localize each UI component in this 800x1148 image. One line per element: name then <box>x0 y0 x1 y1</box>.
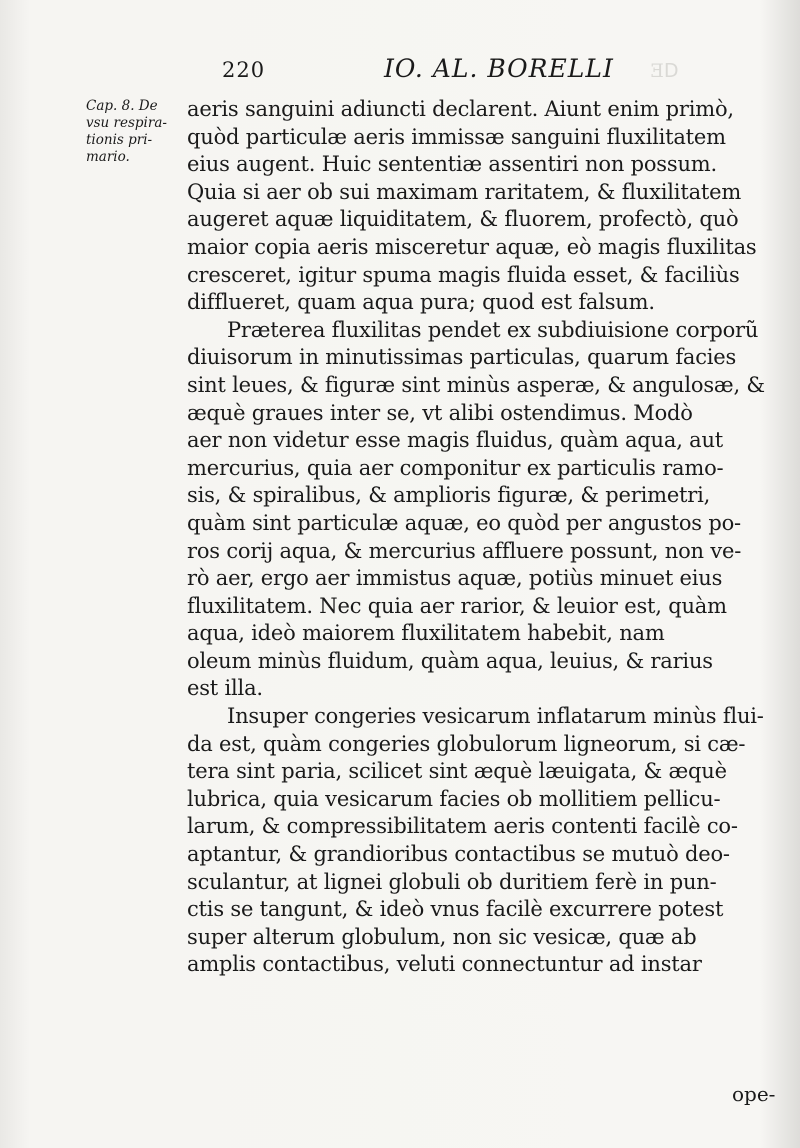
marginal-note-line: Cap. 8. De <box>86 98 158 114</box>
text-line: amplis contactibus, veluti connectuntur ad instar <box>187 952 702 977</box>
text-line: sis, & spiralibus, & amplioris figuræ, & perimetri, <box>187 483 711 508</box>
main-text <box>187 96 767 979</box>
text-line: eius augent. Huic sententiæ assentiri non possum. <box>187 152 717 177</box>
text-line: augeret aquæ liquiditatem, & fluorem, profectò, quò <box>187 207 739 232</box>
text-line: quòd particulæ aeris immissæ sanguini fluxilitatem <box>187 124 726 149</box>
text-line: Insuper congeries vesicarum inflatarum minùs flui- <box>227 704 764 729</box>
show-through-text: ꓷE <box>650 60 679 82</box>
text-line: sint leues, & figuræ sint minùs asperæ, & angulosæ, & <box>187 372 765 397</box>
text-line: da est, quàm congeries globulorum ligneorum, si cæ- <box>187 731 746 756</box>
running-head: IO. AL. BORELLI <box>384 54 614 83</box>
marginal-note <box>86 98 182 166</box>
text-line: Præterea fluxilitas pendet ex subdiuisione corporũ <box>227 317 759 342</box>
text-line: ros corij aqua, & mercurius affluere possunt, non ve- <box>187 538 742 563</box>
marginal-note-line: vsu respira- <box>86 115 167 131</box>
text-line: difflueret, quam aqua pura; quod est falsum. <box>187 290 655 315</box>
text-line: oleum minùs fluidum, quàm aqua, leuius, & rarius <box>187 648 713 673</box>
text-line: aer non videtur esse magis fluidus, quàm aqua, aut <box>187 428 724 453</box>
text-line: quàm sint particulæ aquæ, eo quòd per angustos po- <box>187 510 741 535</box>
text-line: Quia si aer ob sui maximam raritatem, & fluxilitatem <box>187 179 742 204</box>
text-line: aqua, ideò maiorem fluxilitatem habebit, nam <box>187 621 665 646</box>
marginal-note-line: mario. <box>86 149 130 165</box>
text-line: æquè graues inter se, vt alibi ostendimus. Modò <box>187 400 693 425</box>
page-number: 220 <box>222 58 266 82</box>
text-line: super alterum globulum, non sic vesicæ, quæ ab <box>187 924 697 949</box>
text-line: tera sint paria, scilicet sint æquè læuigata, & æquè <box>187 759 727 784</box>
text-line: ctis se tangunt, & ideò vnus facilè excurrere potest <box>187 897 724 922</box>
text-line: diuisorum in minutissimas particulas, quarum facies <box>187 345 737 370</box>
text-line: maior copia aeris misceretur aquæ, eò magis fluxilitas <box>187 234 757 259</box>
text-line: est illa. <box>187 676 263 701</box>
marginal-note-line: tionis pri- <box>86 132 153 148</box>
text-line: aptantur, & grandioribus contactibus se mutuò deo- <box>187 842 730 867</box>
catchword: ope- <box>732 1082 776 1106</box>
text-line: fluxilitatem. Nec quia aer rarior, & leuior est, quàm <box>187 593 727 618</box>
text-line: lubrica, quia vesicarum facies ob mollitiem pellicu- <box>187 786 721 811</box>
text-line: sculantur, at lignei globuli ob duritiem ferè in pun- <box>187 869 717 894</box>
text-line: rò aer, ergo aer immistus aquæ, potiùs minuet eius <box>187 566 723 591</box>
page-header <box>0 50 800 90</box>
text-line: larum, & compressibilitatem aeris contenti facilè co- <box>187 814 738 839</box>
text-line: cresceret, igitur spuma magis fluida esset, & faciliùs <box>187 262 740 287</box>
text-line: mercurius, quia aer componitur ex particulis ramo- <box>187 455 724 480</box>
text-line: aeris sanguini adiuncti declarent. Aiunt enim primò, <box>187 97 734 121</box>
